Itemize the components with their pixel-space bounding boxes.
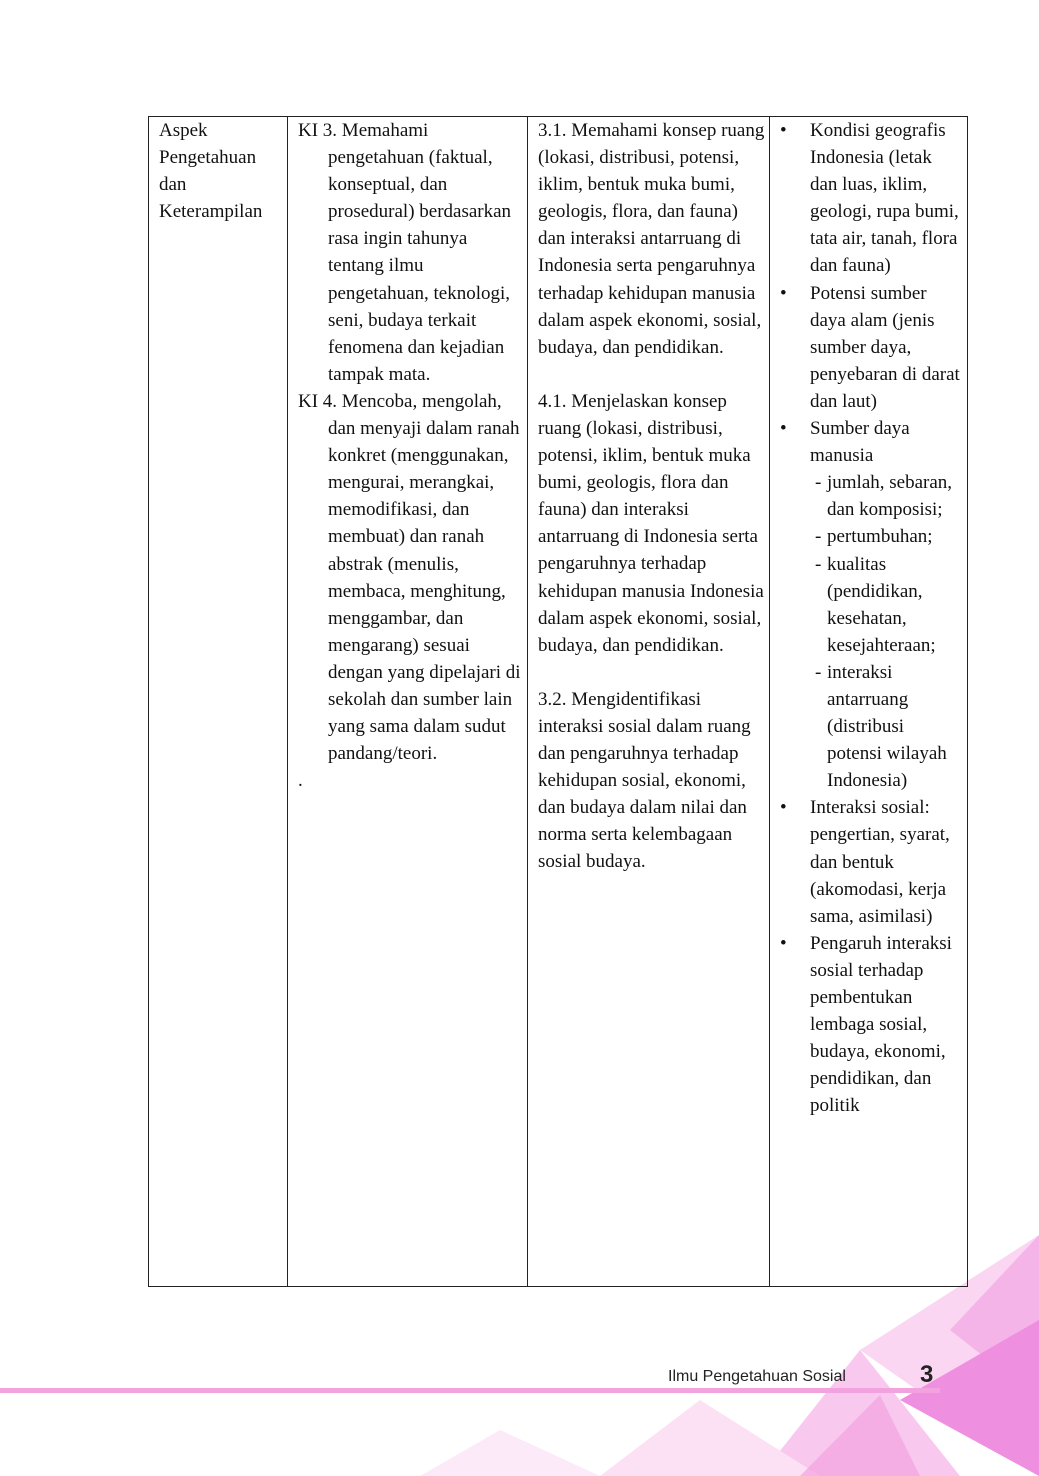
sub-item-pertumbuhan: - pertumbuhan;	[810, 523, 963, 550]
sub-item-interaksi: - interaksi antarruang (distribusi potensi wilayah Indonesia)	[810, 659, 963, 794]
deco-triangle-5	[600, 1400, 820, 1476]
ki-trailing-dot: .	[298, 770, 303, 792]
deco-triangle-6	[420, 1430, 600, 1476]
material-item-social-interaction: • Interaksi sosial: pengertian, syarat, dan bentuk (akomodasi, kerja sama, asimilasi)	[780, 794, 963, 929]
material-item-human-resources	[780, 415, 963, 794]
page-number: 3	[920, 1361, 934, 1388]
kd-4-1: 4.1. Menjelaskan konsep ruang (lokasi, distribusi, potensi, iklim, bentuk muka bumi, geologis, flora dan fauna) dan interaksi antarruang di Indonesia serta pengaruhnya terhadap kehidupan manusia Indonesia dalam aspek ekonomi, sosial, budaya, dan pendidikan.	[538, 390, 764, 656]
material-column	[769, 117, 967, 1286]
sub-item-jumlah: - jumlah, sebaran, dan komposisi;	[810, 469, 963, 523]
curriculum-table	[148, 116, 968, 1287]
human-resources-label: Sumber daya manusia	[810, 418, 910, 467]
footer-book-title: Ilmu Pengetahuan Sosial	[668, 1368, 846, 1385]
aspect-label: Aspek Pengetahuan dan Keterampilan	[159, 120, 263, 223]
aspect-column	[149, 117, 287, 1286]
ki3-text: KI 3. Memahami pengetahuan (faktual, konseptual, dan prosedural) berdasarkan rasa ingin tahunya tentang ilmu pengetahuan, teknologi, seni, budaya terkait fenomena dan kejadian tampak mata.	[298, 120, 512, 385]
material-item-geography: • Kondisi geografis Indonesia (letak dan luas, iklim, geologi, rupa bumi, tata air, tanah, flora dan fauna)	[780, 117, 963, 280]
material-list	[780, 117, 963, 1119]
footer-rule	[0, 1388, 940, 1393]
kd-3-2: 3.2. Mengidentifikasi interaksi sosial dalam ruang dan pengaruhnya terhadap kehidupan sosial, ekonomi, dan budaya dalam nilai dan norma serta kelembagaan sosial budaya.	[538, 688, 751, 873]
sub-item-kualitas: - kualitas (pendidikan, kesehatan, kesejahteraan;	[810, 551, 963, 659]
human-resources-sublist	[810, 469, 963, 794]
material-item-influence: • Pengaruh interaksi sosial terhadap pembentukan lembaga sosial, budaya, ekonomi, pendidikan, dan politik	[780, 930, 963, 1120]
basic-competence-column	[527, 117, 769, 1286]
core-competence-column	[287, 117, 527, 1286]
kd-3-1: 3.1. Memahami konsep ruang (lokasi, distribusi, potensi, iklim, bentuk muka bumi, geologis, flora, dan fauna) dan interaksi antarruang di Indonesia serta pengaruhnya terhadap kehidupan manusia dalam aspek ekonomi, sosial, budaya, dan pendidikan.	[538, 120, 765, 358]
material-item-natural-resources: • Potensi sumber daya alam (jenis sumber daya, penyebaran di darat dan laut)	[780, 280, 963, 415]
ki4-text: KI 4. Mencoba, mengolah, dan menyaji dalam ranah konkret (menggunakan, mengurai, merangkai, memodifikasi, dan membuat) dan ranah abstrak (menulis, membaca, menghitung, menggambar, dan mengarang) sesuai dengan yang dipelajari di sekolah dan sumber lain yang sama dalam sudut pandang/teori.	[298, 390, 521, 765]
